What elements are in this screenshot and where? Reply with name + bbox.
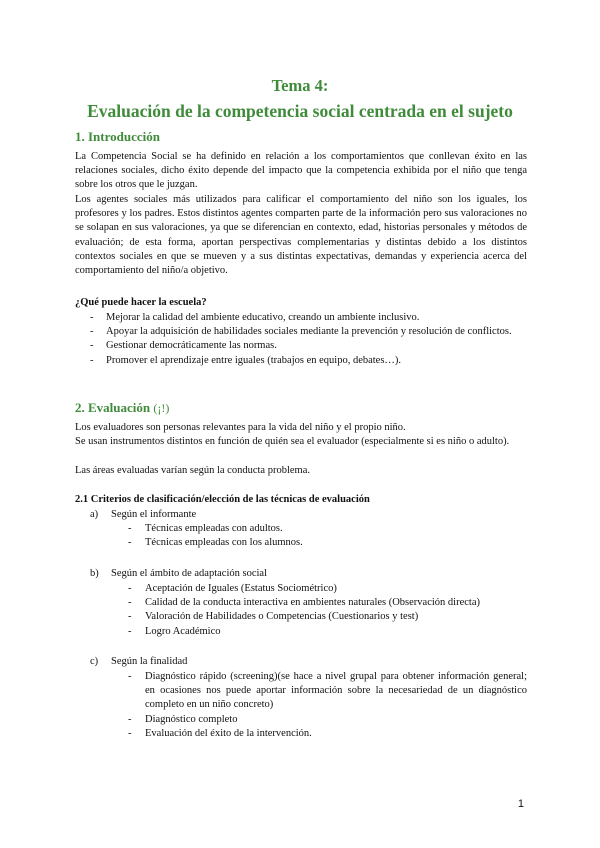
criteria-group-b [90,567,267,581]
topic-subtitle: Evaluación de la competencia social centrada en el sujeto [87,101,513,121]
section-heading-evaluation [75,400,169,416]
criteria-group-a [90,508,196,522]
list-item: - Diagnóstico rápido (screening)(se hace a nivel grupal para obtener información general; en ocasiones nos puede aportar información sobre la necesariedad de un diagnóstico completo en un niño concreto) [128,670,527,713]
list-item: - Mejorar la calidad del ambiente educativo, creando un ambiente inclusivo. [75,311,527,325]
group-marker: c) [90,656,99,667]
group-label: Según el informante [111,509,197,520]
list-item: - Calidad de la conducta interactiva en ambientes naturales (Observación directa) [128,596,527,610]
section-heading-text: 2. Evaluación [75,400,151,415]
list-item: - Aceptación de Iguales (Estatus Sociométrico) [128,582,527,596]
criteria-subheading: 2.1 Criterios de clasificación/elección de las técnicas de evaluación [75,494,370,505]
group-label: Según la finalidad [111,656,188,667]
school-actions-list [75,311,527,368]
group-label: Según el ámbito de adaptación social [111,568,267,579]
evaluation-line-3: Las áreas evaluadas varían según la conducta problema. [75,465,310,476]
list-item: - Gestionar democráticamente las normas. [75,339,527,353]
list-item: - Logro Académico [128,625,527,639]
section-heading-introduction: 1. Introducción [75,129,160,144]
evaluation-line-1: Los evaluadores son personas relevantes para la vida del niño y el propio niño. [75,422,406,433]
criteria-group-c [90,655,187,669]
list-item: - Apoyar la adquisición de habilidades sociales mediante la prevención y resolución de conflictos. [75,325,527,339]
group-marker: a) [90,509,99,520]
evaluation-line-2: Se usan instrumentos distintos en función de quién sea el evaluador (especialmente si es niño o adulto). [75,436,510,447]
intro-paragraph-2: Los agentes sociales más utilizados para calificar el comportamiento del niño son los iguales, los profesores y los padres. Estos distintos agentes comparten parte de la información pero sus valoraciones no se solapan en sus valoraciones, ya que se diferencian en contexto, edad, historias personales y métodos de evaluación; de esta forma, aportan perspectivas complementarias y distintas debido a los distintos contextos sociales en que se mueven y a sus distintas expectativas, demandas y experiencia acerca del comportamiento del niño/a objetivo. [75,194,527,277]
intro-paragraph-1: La Competencia Social se ha definido en relación a los comportamientos que conllevan éxito en las relaciones sociales, dicho éxito depende del impacto que la competencia exhibida por el niño que tenga sobre los otros que le juzgan. [75,151,527,191]
criteria-group-a-items [128,522,527,550]
page-number: 1 [517,798,524,810]
list-item: - Evaluación del éxito de la intervención. [128,727,527,741]
list-item: - Técnicas empleadas con adultos. [128,522,527,536]
list-item: - Promover el aprendizaje entre iguales (trabajos en equipo, debates…). [75,354,527,368]
criteria-group-b-items [128,582,527,639]
list-item: - Valoración de Habilidades o Competencias (Cuestionarios y test) [128,610,527,624]
topic-title: Tema 4: [271,76,329,95]
list-item: - Diagnóstico completo [128,713,527,727]
section-heading-note: (¡!) [153,401,170,415]
group-marker: b) [90,568,99,579]
school-question-heading: ¿Qué puede hacer la escuela? [75,297,207,308]
list-item: - Técnicas empleadas con los alumnos. [128,536,527,550]
criteria-group-c-items [128,670,527,741]
